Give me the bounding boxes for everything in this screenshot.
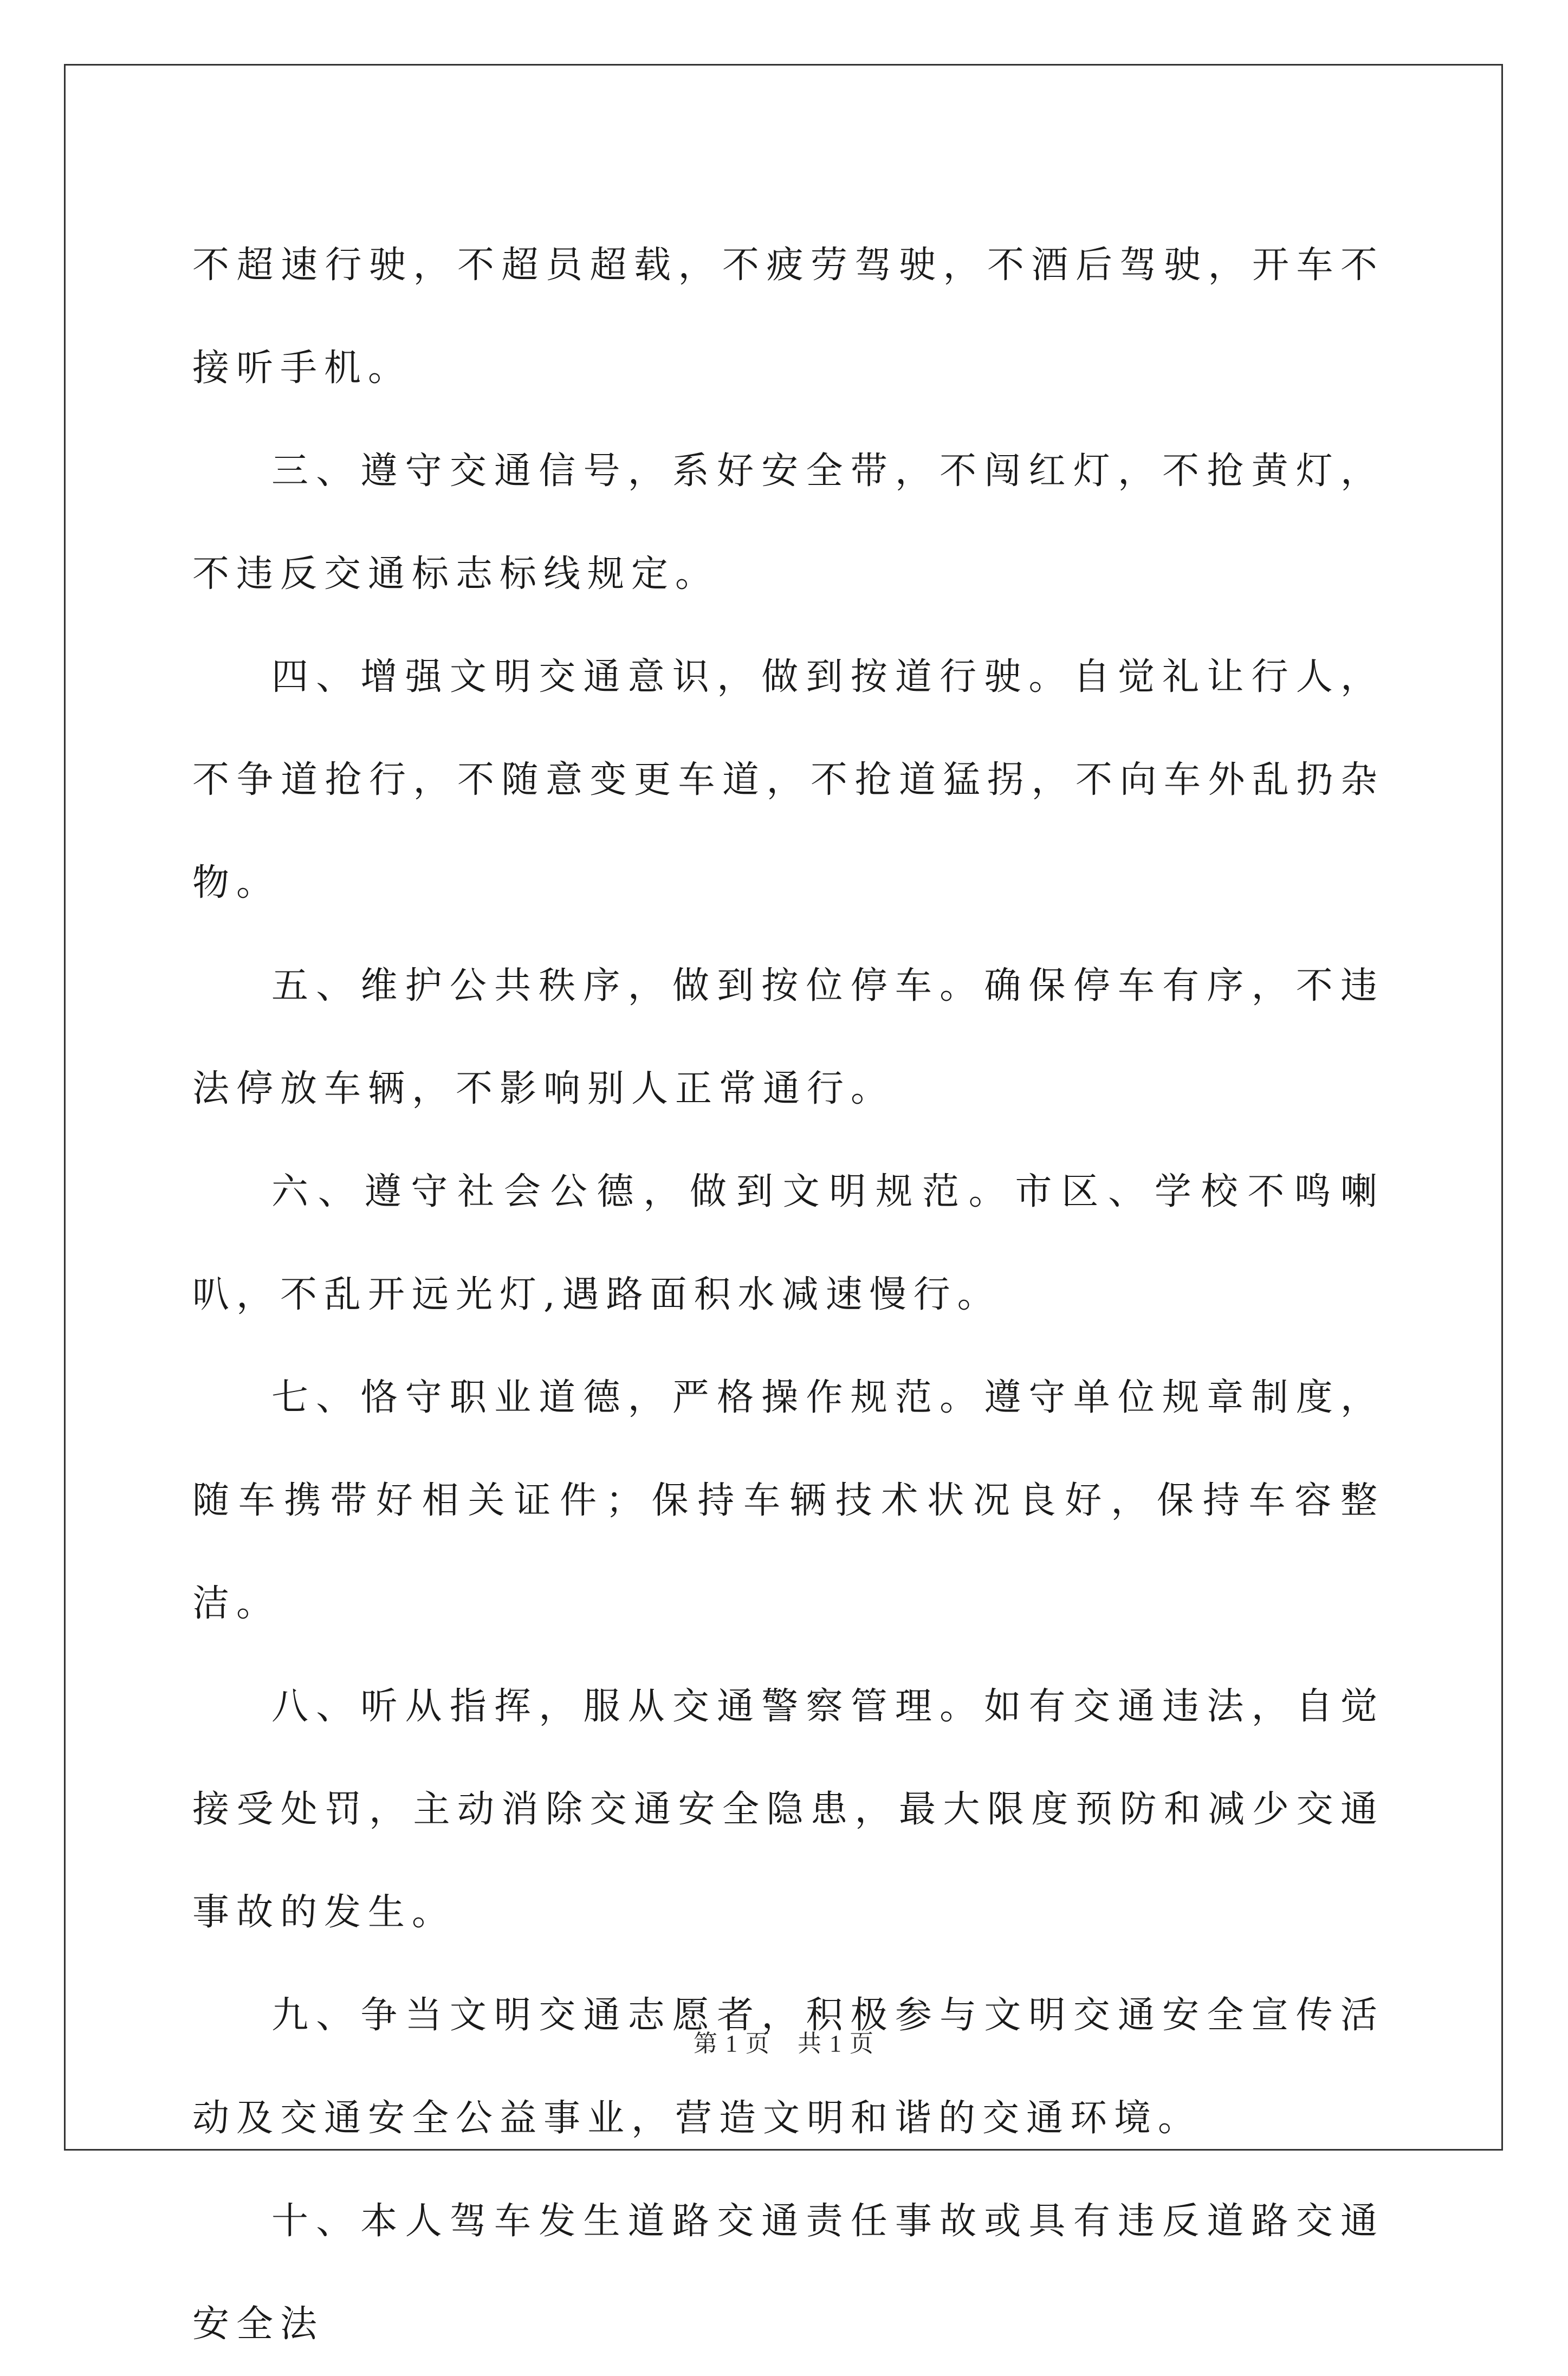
paragraph-4: 五、维护公共秩序，做到按位停车。确保停车有序，不违法停放车辆，不影响别人正常通行。 xyxy=(192,964,1384,1110)
paragraph-6: 七、恪守职业道德，严格操作规范。遵守单位规章制度，随车携带好相关证件；保持车辆技术状况良好，保持车容整洁。 xyxy=(192,1376,1384,1625)
paragraph-2: 三、遵守交通信号，系好安全带，不闯红灯，不抢黄灯，不违反交通标志标线规定。 xyxy=(192,450,1384,595)
page-footer xyxy=(0,2024,1568,2058)
paragraph-7: 八、听从指挥，服从交通警察管理。如有交通违法，自觉接受处罚，主动消除交通安全隐患，最大限度预防和减少交通事故的发生。 xyxy=(192,1685,1384,1934)
page-total: 共 1 页 xyxy=(798,2030,874,2057)
page-number: 第 1 页 xyxy=(694,2030,770,2057)
paragraph-9: 十、本人驾车发生道路交通责任事故或具有违反道路交通安全法 xyxy=(192,2200,1384,2346)
paragraph-1: 不超速行驶，不超员超载，不疲劳驾驶，不酒后驾驶，开车不接听手机。 xyxy=(192,244,1384,390)
paragraph-3: 四、增强文明交通意识，做到按道行驶。自觉礼让行人，不争道抢行，不随意变更车道，不抢道猛拐，不向车外乱扔杂物。 xyxy=(192,656,1384,904)
paragraph-5: 六、遵守社会公德，做到文明规范。市区、学校不鸣喇叭，不乱开远光灯,遇路面积水减速慢行。 xyxy=(192,1170,1384,1316)
paragraph-8: 九、争当文明交通志愿者，积极参与文明交通安全宣传活动及交通安全公益事业，营造文明和谐的交通环境。 xyxy=(192,1994,1384,2140)
